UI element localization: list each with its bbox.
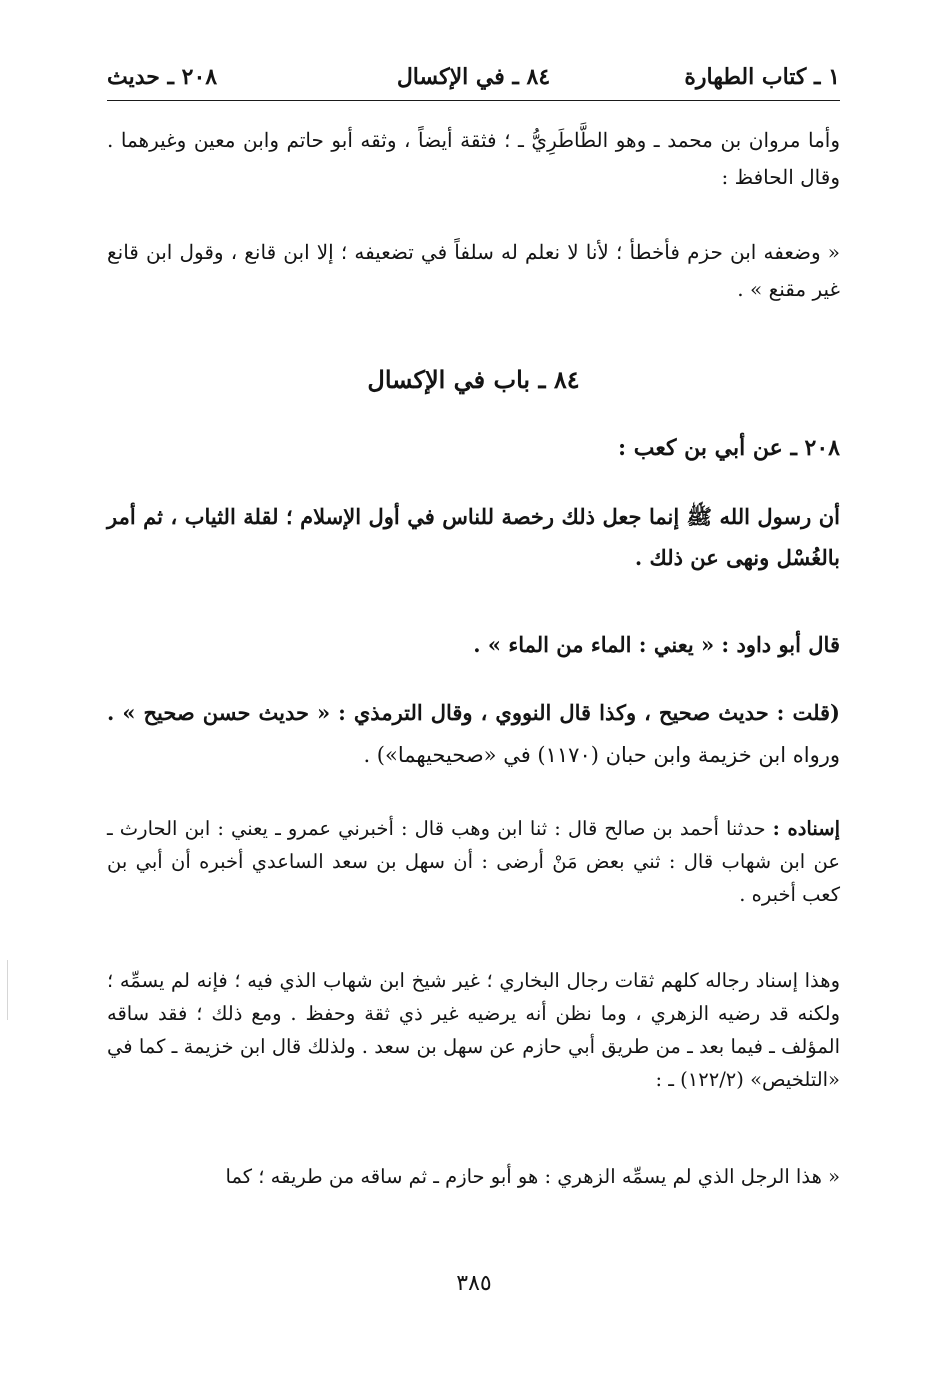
hadith-heading: ٢٠٨ ـ عن أبي بن كعب :	[618, 435, 840, 461]
hadith-text: أن رسول الله ﷺ إنما جعل ذلك رخصة للناس في أول الإسلام ؛ لقلة الثياب ، ثم أمر بالغُسْل ونهى عن ذلك .	[107, 504, 840, 570]
header-rule	[107, 100, 840, 101]
hafiz-quote: « وضعفه ابن حزم فأخطأ ؛ لأنا لا نعلم له سلفاً في تضعيفه ؛ إلا ابن قانع ، وقول ابن قانع غير مقنع » .	[107, 240, 840, 301]
isnad-paragraph	[107, 812, 840, 911]
page-number: ٣٨٥	[456, 1271, 492, 1296]
intro-paragraph: وأما مروان بن محمد ـ وهو الطَّاطَرِيُّ ـ ؛ فثقة أيضاً ، وثقه أبو حاتم وابن معين وغيرهما . وقال الحافظ :	[107, 128, 840, 189]
isnad-label: إسناده :	[772, 817, 840, 840]
header-chapter-title: ٨٤ ـ في الإكسال	[396, 64, 551, 90]
header-hadith-number: ٢٠٨ ـ حديث	[107, 64, 218, 90]
grading-rest: ورواه ابن خزيمة وابن حبان (١١٧٠) في «صحيحيهما») .	[363, 743, 840, 767]
header-book-title: ١ ـ كتاب الطهارة	[684, 64, 840, 90]
running-header	[107, 62, 840, 102]
commentary-paragraph: وهذا إسناد رجاله كلهم ثقات رجال البخاري ؛ غير شيخ ابن شهاب الذي فيه ؛ فإنه لم يسمِّه ؛ ولكنه قد رضيه الزهري ، وما نظن أنه يرضيه غير ذي ثقة وحفظ . ومع ذلك ؛ فقد ساقه المؤلف ـ فيما بعد ـ من طريق أبي حازم عن سهل بن سعد . ولذلك قال ابن خزيمة ـ كما في «التلخيص» (١٢٢/٢) ـ :	[107, 969, 840, 1091]
page-edge-shadow	[7, 960, 8, 1020]
isnad-text: حدثنا أحمد بن صالح قال : ثنا ابن وهب قال : أخبرني عمرو ـ يعني : ابن الحارث ـ عن ابن شهاب قال : ثني بعض مَنْ أرضى : أن سهل بن سعد الساعدي أخبره أن أبي بن كعب أخبره .	[107, 817, 840, 906]
abu-dawud-note: قال أبو داود : « يعني : الماء من الماء » .	[473, 632, 840, 657]
chapter-title: ٨٤ ـ باب في الإكسال	[367, 365, 580, 394]
ibn-khuzaymah-quote: « هذا الرجل الذي لم يسمِّه الزهري : هو أبو حازم ـ ثم ساقه من طريقه ؛ كما	[225, 1165, 840, 1188]
grading-lead: (قلت : حديث صحيح ، وكذا قال النووي ، وقال الترمذي : « حديث حسن صحيح » .	[107, 700, 840, 725]
grading-paragraph	[107, 692, 840, 776]
